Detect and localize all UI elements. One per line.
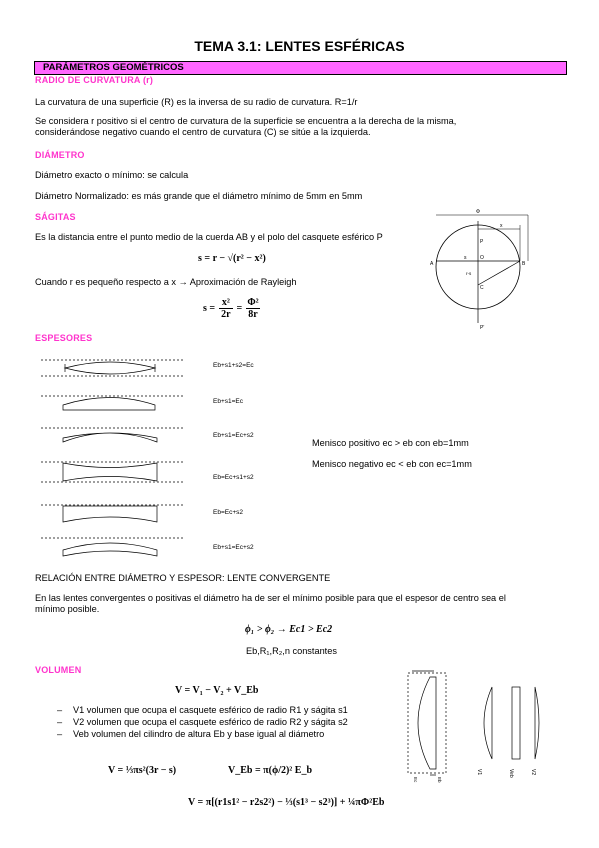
rayleigh-frac1 bbox=[219, 297, 232, 320]
lens-biconvex bbox=[65, 362, 155, 374]
label-rs: r-s bbox=[466, 271, 472, 276]
label-ec: Ec bbox=[413, 777, 418, 783]
esp-eq-6: Eb+s1=Ec+s2 bbox=[213, 544, 254, 551]
radius-line bbox=[478, 261, 520, 285]
rayleigh-lhs: s = bbox=[203, 303, 216, 314]
sagitas-heading: SÁGITAS bbox=[35, 212, 76, 222]
lens-planoconvex bbox=[63, 398, 155, 411]
relacion-heading: RELACIÓN ENTRE DIÁMETRO Y ESPESOR: LENTE CONVERGENTE bbox=[35, 573, 331, 583]
rayleigh-frac2-den: 8r bbox=[248, 309, 258, 320]
v2-shape bbox=[535, 687, 539, 759]
diametro-heading: DIÁMETRO bbox=[35, 150, 85, 160]
rayleigh-formula bbox=[203, 297, 260, 320]
esp-eq-2: Eb+s1=Ec bbox=[213, 398, 243, 405]
lens-biconcave bbox=[63, 463, 157, 481]
volumen-bullet-3: – Veb volumen del cilindro de altura Eb y base igual al diámetro bbox=[35, 728, 348, 740]
radio-p2b: considerándose negativo cuando el centro de curvatura (C) se sitúe a la izquierda. bbox=[35, 127, 371, 137]
esp-eq-4: Eb=Ec+s1+s2 bbox=[213, 474, 254, 481]
label-o: O bbox=[480, 255, 484, 261]
sagitas-p2: Cuando r es pequeño respecto a x → Aproximación de Rayleigh bbox=[35, 277, 297, 287]
rayleigh-eq: = bbox=[236, 303, 243, 314]
diametro-p2: Diámetro Normalizado: es más grande que el diámetro mínimo de 5mm en 5mm bbox=[35, 191, 363, 201]
label-p: P bbox=[480, 239, 484, 245]
esp-eq-5: Eb=Ec+s2 bbox=[213, 509, 243, 516]
volumen-bullet-2: – V2 volumen que ocupa el casquete esférico de radio R2 y ságita s2 bbox=[35, 716, 348, 728]
sagita-formula: s = r − √(r² − x²) bbox=[198, 253, 266, 264]
label-x: x bbox=[500, 223, 503, 229]
volumen-formula-veb: V_Eb = π(ϕ/2)² E_b bbox=[228, 765, 313, 776]
lens-planoconcave bbox=[63, 506, 157, 522]
rayleigh-frac2-num: Φ² bbox=[247, 297, 259, 308]
section-bar: PARÁMETROS GEOMÉTRICOS bbox=[34, 61, 567, 75]
label-phi: Φ bbox=[476, 209, 480, 215]
relacion-p1b: mínimo posible. bbox=[35, 604, 100, 614]
label-v2: V2 bbox=[530, 769, 536, 776]
menisco-negativo: Menisco negativo ec < eb con ec=1mm bbox=[312, 459, 472, 469]
label-eb: Eb bbox=[437, 777, 442, 783]
volumen-formula-full: V = π[(r1s1² − r2s2²) − ⅓(s1³ − s2³)] + ¼πΦ²Eb bbox=[188, 797, 385, 808]
label-pp: P' bbox=[480, 325, 485, 331]
volumen-bullet-1: – V1 volumen que ocupa el casquete esférico de radio R1 y ságita s1 bbox=[35, 704, 348, 716]
radio-p1: La curvatura de una superficie (R) es la inversa de su radio de curvatura. R=1/r bbox=[35, 97, 358, 107]
label-c: C bbox=[480, 285, 484, 291]
relacion-p1a: En las lentes convergentes o positivas el diámetro ha de ser el mínimo posible para que el espesor de centro sea el bbox=[35, 593, 506, 603]
lens-meniscus-neg bbox=[63, 543, 157, 556]
lens-meniscus-pos bbox=[63, 433, 157, 442]
label-v1: V1 bbox=[476, 769, 482, 776]
espesores-heading: ESPESORES bbox=[35, 333, 93, 343]
volumen-formula-main: V = V₁ − V₂ + V_Eb bbox=[175, 685, 259, 696]
espesores-diagrams bbox=[35, 350, 210, 565]
volumen-bullets bbox=[35, 704, 348, 740]
label-veb: Veb bbox=[508, 769, 514, 778]
label-b: B bbox=[522, 261, 526, 267]
v1-shape bbox=[484, 687, 492, 759]
esp-eq-1: Eb+s1+s2=Ec bbox=[213, 362, 254, 369]
radio-heading: RADIO DE CURVATURA (r) bbox=[35, 75, 154, 85]
diametro-p1: Diámetro exacto o mínimo: se calcula bbox=[35, 170, 189, 180]
relacion-formula: ϕ₁ > ϕ₂ → Ec1 > Ec2 bbox=[245, 624, 333, 635]
menisco-positivo: Menisco positivo ec > eb con eb=1mm bbox=[312, 438, 469, 448]
volumen-diagram bbox=[400, 665, 560, 785]
rayleigh-frac2 bbox=[246, 297, 259, 320]
relacion-constants: Eb,R₁,R₂,n constantes bbox=[246, 646, 337, 656]
volumen-box bbox=[408, 673, 446, 773]
volumen-lens bbox=[418, 677, 436, 769]
volumen-formula-v: V = ⅓πs²(3r − s) bbox=[108, 765, 177, 776]
sagitas-p1: Es la distancia entre el punto medio de la cuerda AB y el polo del casquete esférico P bbox=[35, 232, 383, 242]
label-a: A bbox=[430, 261, 434, 267]
volumen-heading: VOLUMEN bbox=[35, 665, 82, 675]
rayleigh-frac1-num: x² bbox=[221, 297, 230, 308]
radio-p2a: Se considera r positivo si el centro de curvatura de la superficie se encuentra a la derecha de la misma, bbox=[35, 116, 457, 126]
page-title: TEMA 3.1: LENTES ESFÉRICAS bbox=[194, 38, 405, 54]
veb-shape bbox=[512, 687, 520, 759]
esp-eq-3: Eb+s1=Ec+s2 bbox=[213, 432, 254, 439]
rayleigh-frac1-den: 2r bbox=[221, 309, 231, 320]
label-s: s bbox=[464, 255, 467, 261]
sagita-diagram bbox=[428, 205, 558, 335]
